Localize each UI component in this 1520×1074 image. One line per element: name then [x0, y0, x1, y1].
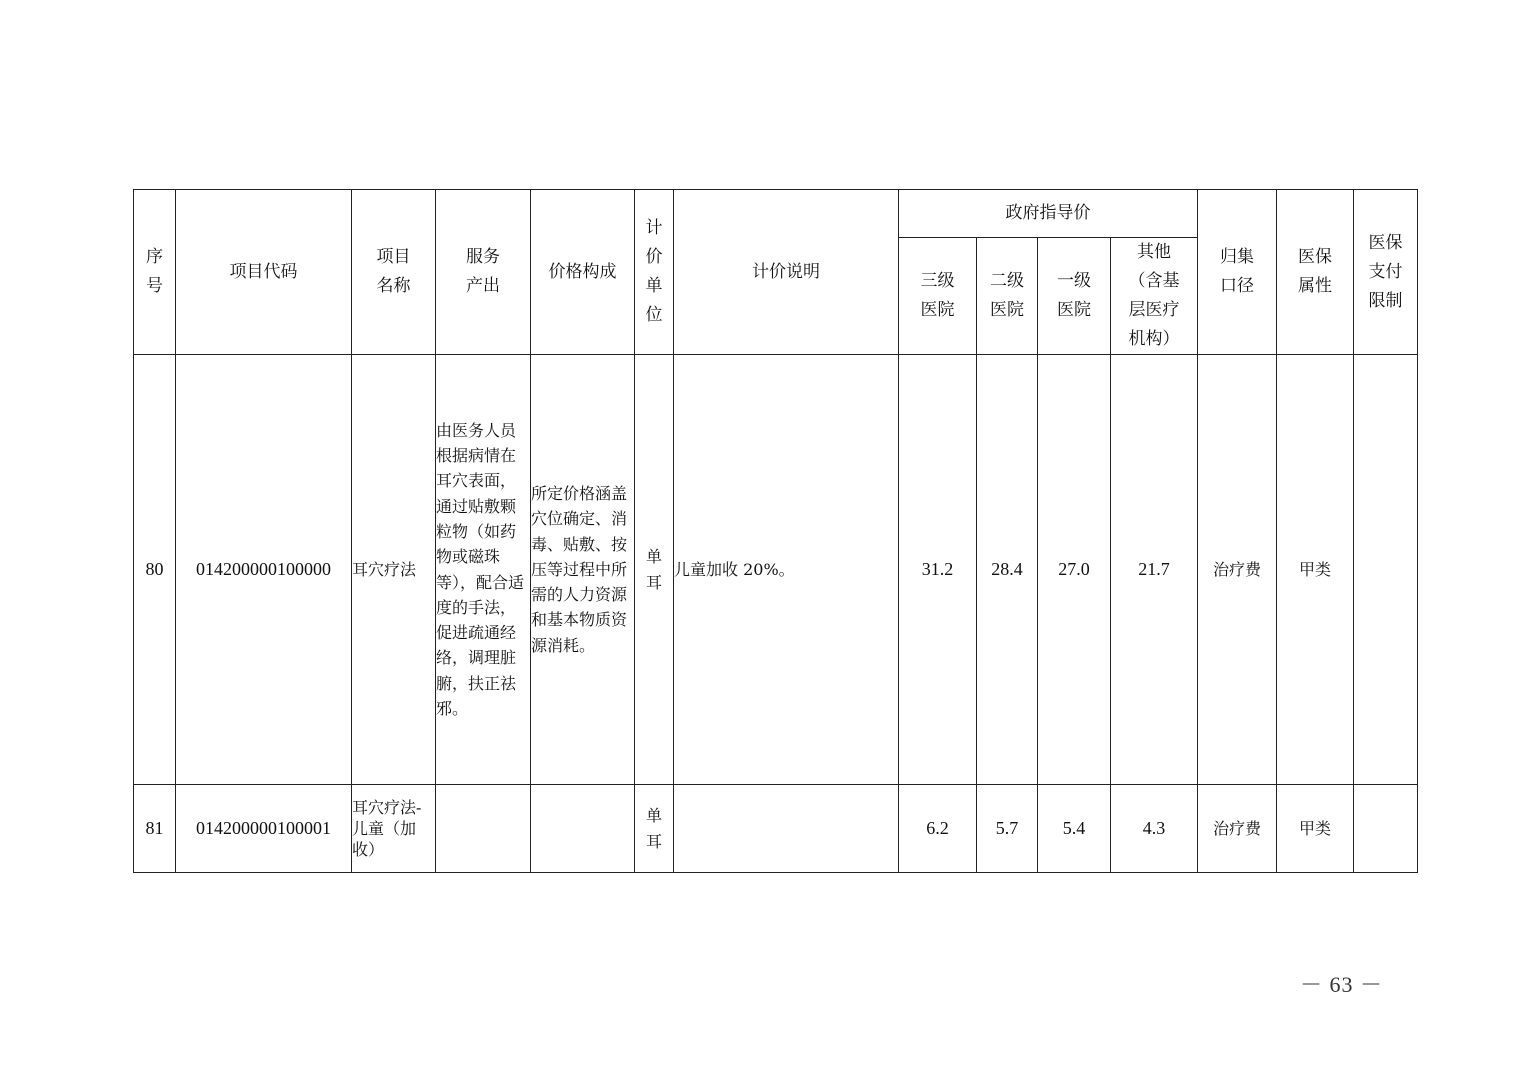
- cell-composition: [531, 785, 635, 873]
- cell-name: 耳穴疗法: [352, 355, 436, 785]
- cell-other: 4.3: [1111, 785, 1198, 873]
- price-table: [133, 189, 1418, 873]
- cell-tier3: 6.2: [899, 785, 977, 873]
- cell-unit: 单耳: [635, 785, 674, 873]
- cell-name: 耳穴疗法-儿童（加收）: [352, 785, 436, 873]
- cell-unit: 单耳: [635, 355, 674, 785]
- header-code: 项目代码: [176, 190, 352, 355]
- cell-tier1: 5.4: [1038, 785, 1111, 873]
- cell-output: 由医务人员根据病情在耳穴表面，通过贴敷颗粒物（如药物或磁珠等），配合适度的手法，促进疏通经络，调理脏腑，扶正祛邪。: [436, 355, 531, 785]
- header-tier1: 一级医院: [1038, 238, 1111, 355]
- header-insurance: 医保属性: [1277, 190, 1354, 355]
- cell-limit: [1354, 355, 1418, 785]
- cell-insurance: 甲类: [1277, 785, 1354, 873]
- cell-insurance: 甲类: [1277, 355, 1354, 785]
- header-composition: 价格构成: [531, 190, 635, 355]
- table-row: [134, 355, 1418, 785]
- cell-other: 21.7: [1111, 355, 1198, 785]
- cell-note: [674, 785, 899, 873]
- table-row: [134, 785, 1418, 873]
- cell-code: 014200000100001: [176, 785, 352, 873]
- header-unit: 计价单位: [635, 190, 674, 355]
- cell-category: 治疗费: [1198, 355, 1277, 785]
- header-seq: 序号: [134, 190, 176, 355]
- page-number: － 63 －: [1300, 972, 1384, 997]
- header-other: 其他（含基层医疗机构）: [1111, 238, 1198, 355]
- header-name: 项目名称: [352, 190, 436, 355]
- cell-code: 014200000100000: [176, 355, 352, 785]
- cell-tier3: 31.2: [899, 355, 977, 785]
- cell-limit: [1354, 785, 1418, 873]
- header-tier2: 二级医院: [977, 238, 1038, 355]
- cell-seq: 81: [134, 785, 176, 873]
- header-tier3: 三级医院: [899, 238, 977, 355]
- header-row-1: [134, 190, 1418, 238]
- cell-tier1: 27.0: [1038, 355, 1111, 785]
- cell-output: [436, 785, 531, 873]
- header-note: 计价说明: [674, 190, 899, 355]
- header-limit: 医保支付限制: [1354, 190, 1418, 355]
- header-gov-price: 政府指导价: [899, 190, 1198, 238]
- cell-tier2: 5.7: [977, 785, 1038, 873]
- cell-note: 儿童加收 20%。: [674, 355, 899, 785]
- cell-category: 治疗费: [1198, 785, 1277, 873]
- cell-seq: 80: [134, 355, 176, 785]
- header-output: 服务产出: [436, 190, 531, 355]
- header-category: 归集口径: [1198, 190, 1277, 355]
- cell-tier2: 28.4: [977, 355, 1038, 785]
- cell-composition: 所定价格涵盖穴位确定、消毒、贴敷、按压等过程中所需的人力资源和基本物质资源消耗。: [531, 355, 635, 785]
